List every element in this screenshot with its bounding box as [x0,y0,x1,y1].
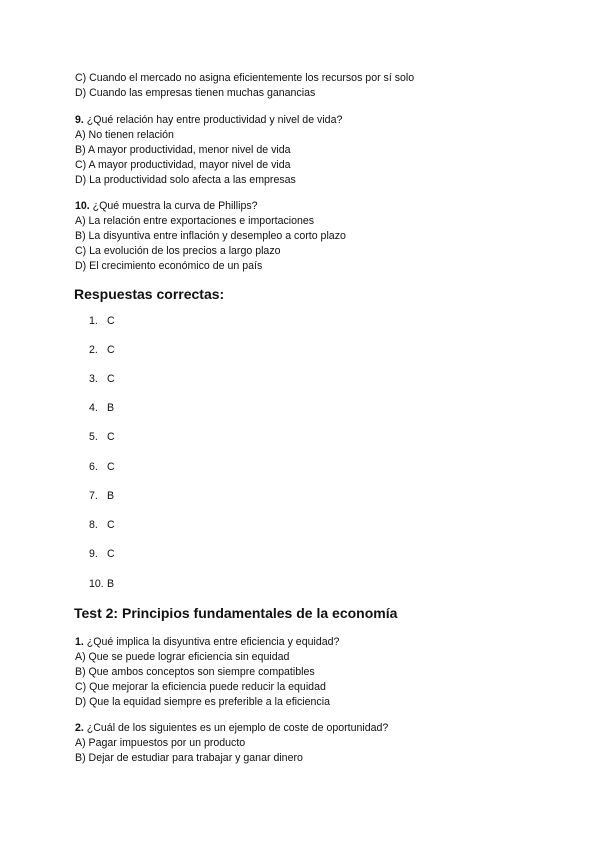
answer-number: 3. [89,373,98,385]
question-text: ¿Qué muestra la curva de Phillips? [89,200,258,212]
answer-item [89,578,114,590]
answer-number: 5. [89,431,98,443]
answer-item [89,461,115,473]
test2-question-2 [75,721,388,735]
answer-value: C [107,548,115,560]
answer-item [89,548,115,560]
answer-item [89,315,115,327]
option-line: A) Pagar impuestos por un producto [75,737,246,749]
option-line: D) Cuando las empresas tienen muchas ganancias [75,87,316,99]
answer-number: 10. [89,578,104,590]
answer-item [89,344,115,356]
question-10 [75,199,258,213]
option-line: D) La productividad solo afecta a las empresas [75,174,296,186]
answer-number: 7. [89,490,98,502]
answer-number: 4. [89,402,98,414]
question-number: 1. [75,636,84,648]
question-9 [75,113,342,127]
answer-number: 6. [89,461,98,473]
question-text: ¿Qué relación hay entre productividad y nivel de vida? [83,114,343,126]
answers-heading: Respuestas correctas: [74,286,225,302]
option-line: B) Dejar de estudiar para trabajar y ganar dinero [75,752,303,764]
answer-value: C [107,461,115,473]
option-line: C) A mayor productividad, mayor nivel de vida [75,159,291,171]
answer-value: B [107,490,115,502]
answer-item [89,519,115,531]
option-line: D) El crecimiento económico de un país [75,260,263,272]
option-line: A) La relación entre exportaciones e importaciones [75,215,315,227]
answer-item [89,490,114,502]
test2-question-1 [75,635,339,649]
option-line: C) La evolución de los precios a largo plazo [75,245,281,257]
test2-heading: Test 2: Principios fundamentales de la economía [74,605,398,621]
answer-value: C [107,373,115,385]
question-text: ¿Qué implica la disyuntiva entre eficiencia y equidad? [83,636,340,648]
answer-value: C [107,519,115,531]
answer-number: 9. [89,548,98,560]
question-text: ¿Cuál de los siguientes es un ejemplo de coste de oportunidad? [83,722,389,734]
answer-number: 8. [89,519,98,531]
option-line: B) Que ambos conceptos son siempre compatibles [75,666,315,678]
answer-value: B [107,578,115,590]
option-line: D) Que la equidad siempre es preferible a la eficiencia [75,696,330,708]
option-line: B) A mayor productividad, menor nivel de vida [75,144,291,156]
answer-item [89,373,115,385]
option-line: C) Cuando el mercado no asigna eficientemente los recursos por sí solo [75,72,415,84]
option-line: C) Que mejorar la eficiencia puede reducir la equidad [75,681,326,693]
answer-value: B [107,402,115,414]
answer-number: 1. [89,315,98,327]
option-line: A) Que se puede lograr eficiencia sin equidad [75,651,290,663]
answer-value: C [107,315,115,327]
answer-item [89,431,115,443]
question-number: 9. [75,114,84,126]
option-line: B) La disyuntiva entre inflación y desempleo a corto plazo [75,230,346,242]
answer-number: 2. [89,344,98,356]
answer-value: C [107,431,115,443]
answer-item [89,402,114,414]
question-number: 2. [75,722,84,734]
option-line: A) No tienen relación [75,129,174,141]
answer-value: C [107,344,115,356]
question-number: 10. [75,200,90,212]
